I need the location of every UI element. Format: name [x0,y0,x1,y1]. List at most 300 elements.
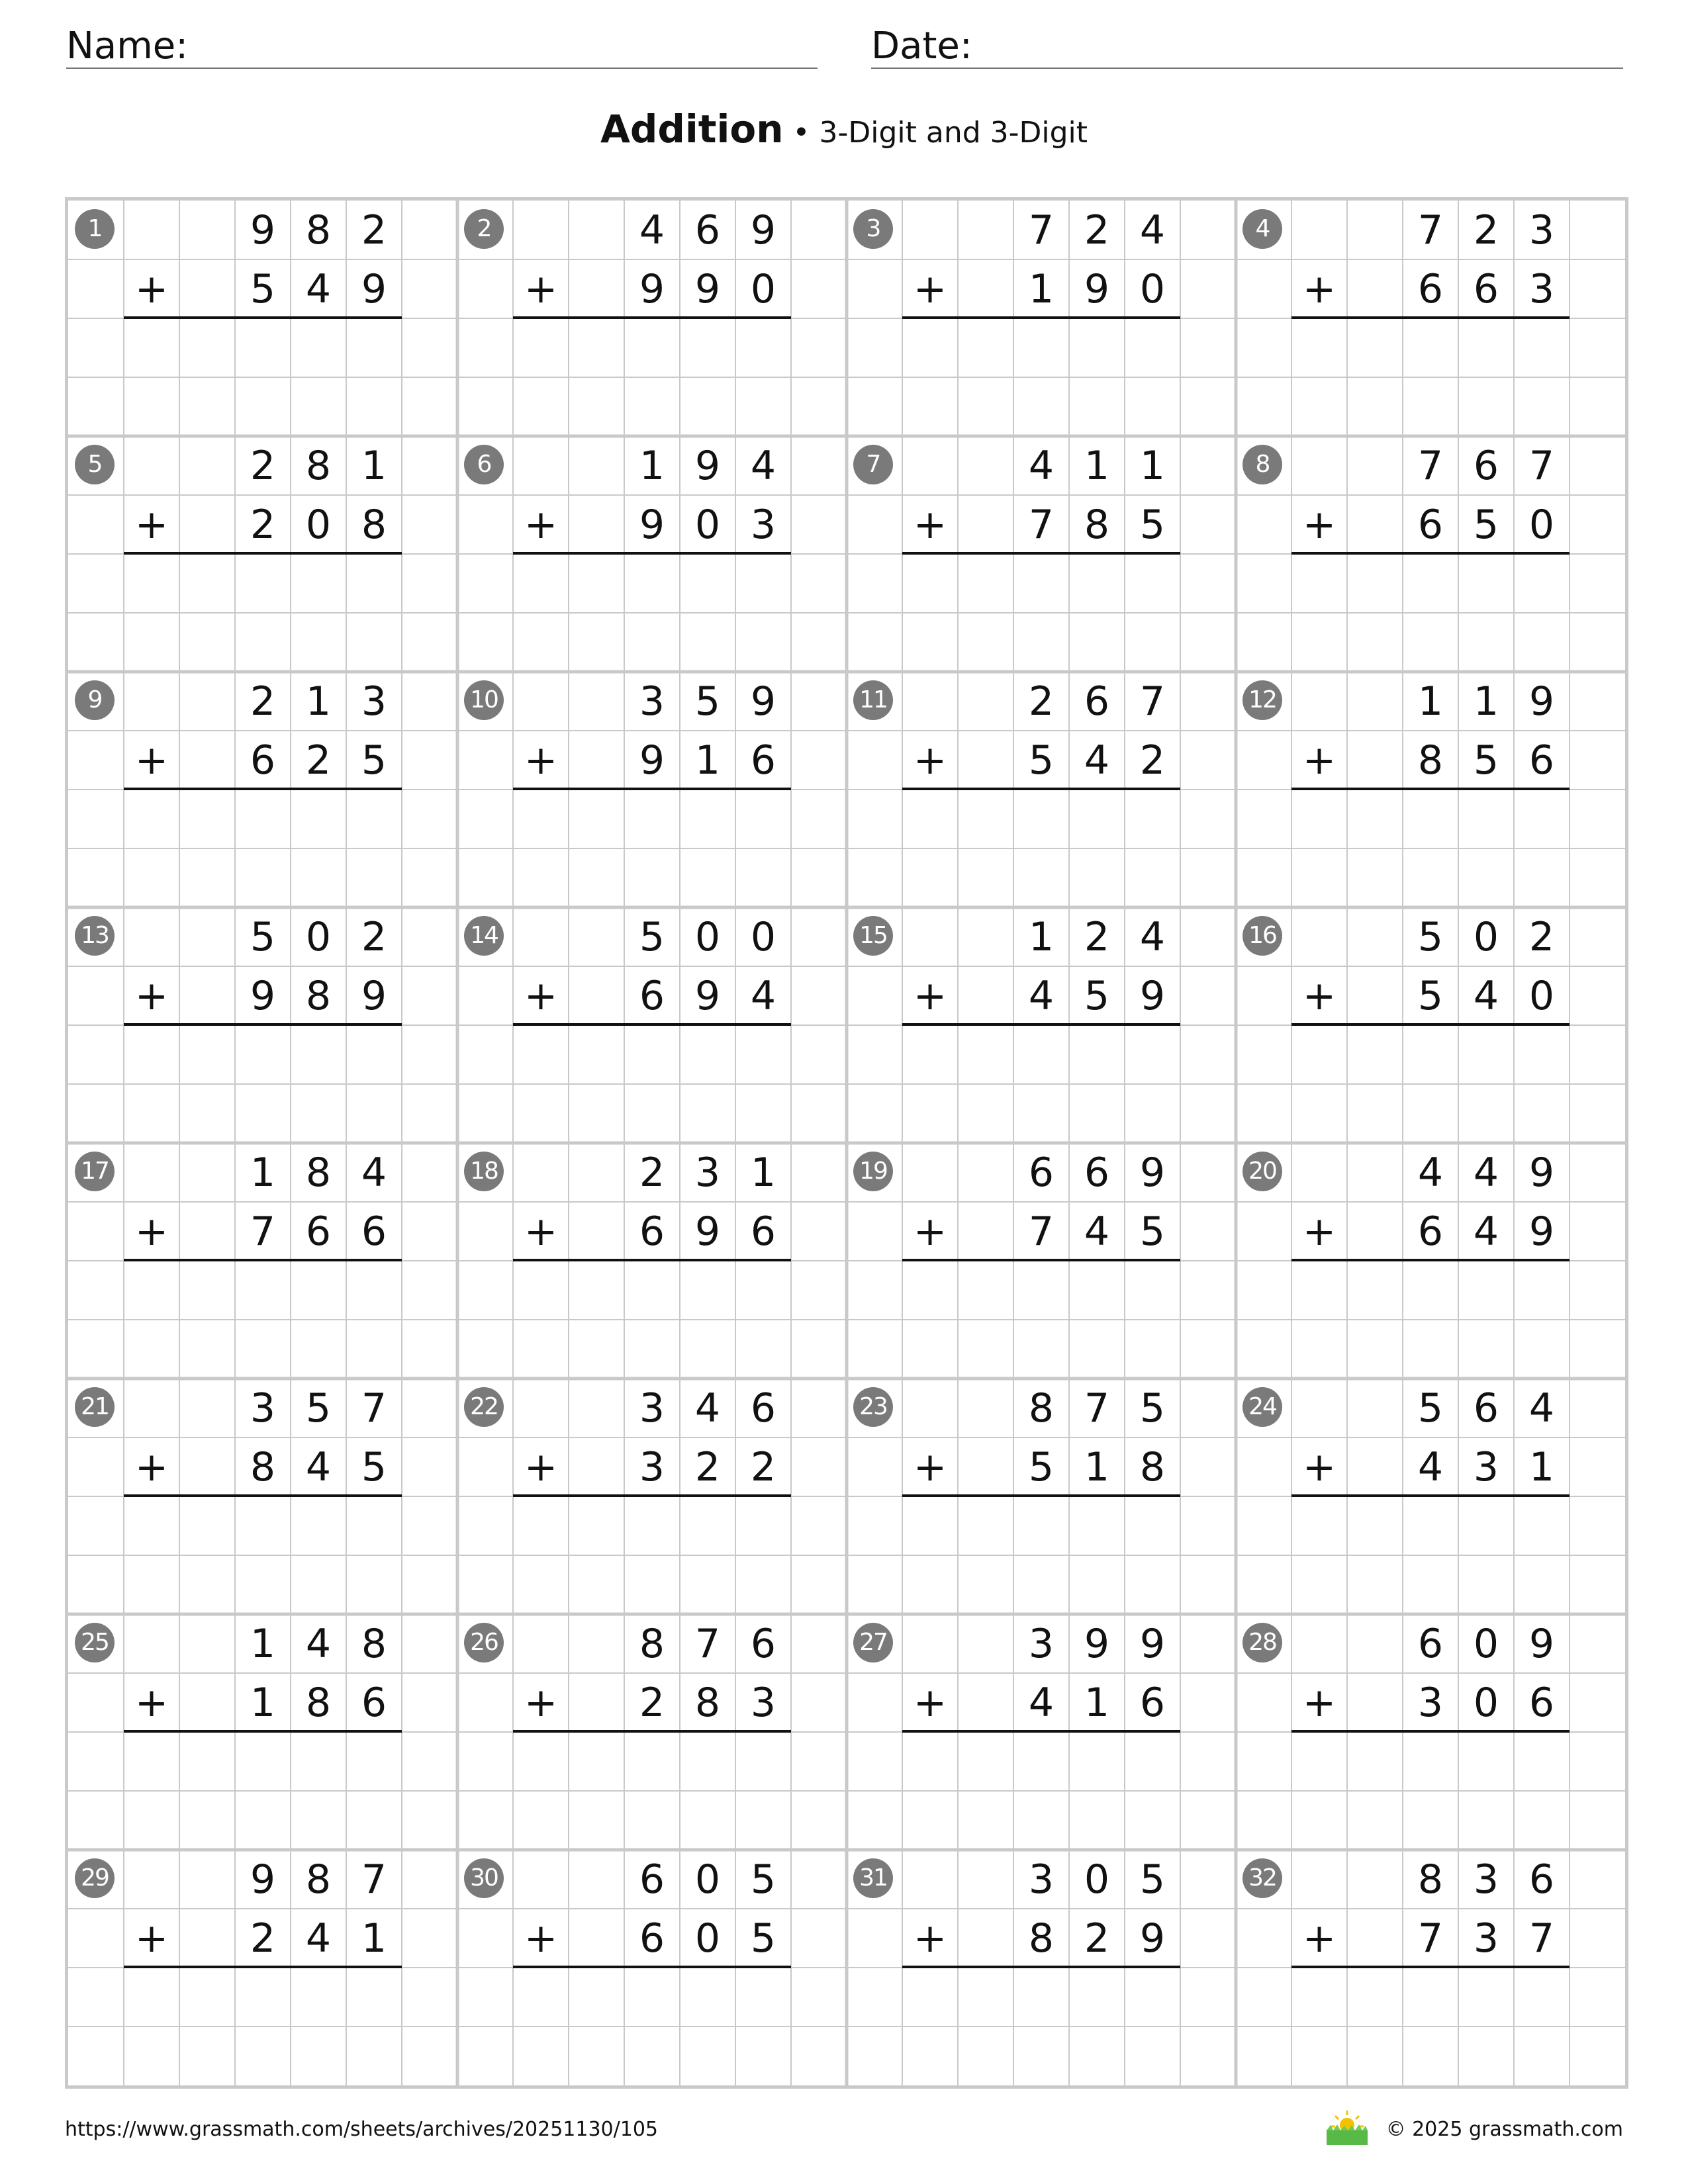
answer-digit-cell[interactable] [346,790,402,848]
answer-digit-cell[interactable] [680,1261,735,1320]
top-digit: 8 [1028,1385,1055,1432]
answer-digit-cell[interactable] [1013,1025,1069,1084]
plus-operator: + [1302,501,1336,548]
answer-digit-cell[interactable] [1403,554,1458,613]
answer-digit-cell[interactable] [346,1968,402,2026]
problem-number-badge: 4 [1243,209,1282,249]
plus-operator: + [134,1443,169,1490]
answer-digit-cell[interactable] [1458,1732,1514,1791]
bottom-digit: 6 [639,1208,665,1255]
bottom-digit: 5 [250,265,276,312]
answer-digit-cell[interactable] [735,554,791,613]
top-digit: 5 [250,913,276,960]
answer-digit-cell[interactable] [1514,1968,1570,2026]
plus-operator: + [524,737,558,784]
top-digit: 9 [1139,1149,1166,1196]
answer-digit-cell[interactable] [624,1496,680,1555]
problem-number-badge: 25 [75,1623,115,1662]
answer-digit-cell[interactable] [1013,1261,1069,1320]
answer-digit-cell[interactable] [1403,1732,1458,1791]
problem-number-badge: 21 [75,1387,115,1427]
bottom-digit: 9 [1139,1915,1166,1962]
bottom-digit: 3 [1473,1915,1499,1962]
top-digit: 6 [1028,1149,1055,1196]
plus-operator: + [1302,1443,1336,1490]
problem-block [1236,1614,1625,1850]
bottom-digit: 3 [1473,1443,1499,1490]
top-digit: 1 [1028,913,1055,960]
problem-number-badge: 12 [1243,680,1282,720]
answer-digit-cell[interactable] [235,1025,291,1084]
plus-operator: + [134,972,169,1019]
answer-digit-cell[interactable] [235,554,291,613]
bottom-digit: 9 [694,972,721,1019]
top-digit: 4 [1028,442,1055,489]
answer-digit-cell[interactable] [1458,1025,1514,1084]
top-digit: 1 [1417,678,1444,725]
problem-block [1236,672,1625,907]
answer-digit-cell[interactable] [1069,1732,1125,1791]
top-digit: 1 [1473,678,1499,725]
bottom-digit: 6 [1417,501,1444,548]
answer-digit-cell[interactable] [346,1496,402,1555]
plus-operator: + [1302,265,1336,312]
bottom-digit: 2 [694,1443,721,1490]
answer-digit-cell[interactable] [235,1496,291,1555]
plus-operator: + [913,1443,947,1490]
answer-digit-cell[interactable] [624,1261,680,1320]
worksheet-title [0,106,1688,156]
answer-digit-cell[interactable] [735,1025,791,1084]
plus-operator: + [1302,972,1336,1019]
bottom-digit: 5 [750,1915,776,1962]
answer-digit-cell[interactable] [735,1968,791,2026]
top-digit: 4 [361,1149,387,1196]
answer-digit-cell[interactable] [735,318,791,377]
problem-number-badge: 7 [853,445,893,484]
bottom-digit: 6 [639,972,665,1019]
top-digit: 1 [750,1149,776,1196]
plus-operator: + [524,1915,558,1962]
bottom-digit: 6 [1417,1208,1444,1255]
bottom-digit: 6 [750,737,776,784]
name-line[interactable] [66,68,818,69]
top-digit: 2 [1084,206,1110,253]
answer-digit-cell[interactable] [1125,1025,1180,1084]
answer-digit-cell[interactable] [235,1261,291,1320]
bottom-digit: 0 [750,265,776,312]
problem-block [457,436,847,672]
answer-digit-cell[interactable] [1403,1968,1458,2026]
problem-block [1236,1850,1625,2085]
answer-digit-cell[interactable] [1514,318,1570,377]
answer-digit-cell[interactable] [1403,1261,1458,1320]
top-digit: 5 [1417,913,1444,960]
problem-number-badge: 6 [464,445,504,484]
plus-operator: + [913,972,947,1019]
answer-digit-cell[interactable] [291,554,346,613]
top-digit: 2 [1028,678,1055,725]
answer-digit-cell[interactable] [291,1025,346,1084]
answer-digit-cell[interactable] [680,1732,735,1791]
answer-digit-cell[interactable] [346,318,402,377]
answer-digit-cell[interactable] [1013,554,1069,613]
bottom-digit: 5 [361,1443,387,1490]
name-label: Name: [66,24,189,68]
bottom-digit: 4 [305,1443,332,1490]
bottom-digit: 5 [1473,737,1499,784]
answer-digit-cell[interactable] [680,1496,735,1555]
top-digit: 9 [750,206,776,253]
bottom-digit: 8 [250,1443,276,1490]
problem-block [847,907,1236,1143]
bottom-digit: 9 [1528,1208,1555,1255]
bottom-digit: 8 [305,1679,332,1726]
top-digit: 0 [1473,913,1499,960]
bottom-digit: 9 [639,501,665,548]
bottom-digit: 6 [750,1208,776,1255]
bottom-digit: 2 [750,1443,776,1490]
problem-number-badge: 22 [464,1387,504,1427]
problem-number-badge: 32 [1243,1858,1282,1898]
top-digit: 8 [305,442,332,489]
answer-digit-cell[interactable] [235,1732,291,1791]
top-digit: 3 [1028,1856,1055,1903]
problem-number-badge: 31 [853,1858,893,1898]
problem-number-badge: 15 [853,916,893,956]
answer-digit-cell[interactable] [291,1968,346,2026]
plus-operator: + [524,1679,558,1726]
answer-digit-cell[interactable] [1403,318,1458,377]
problem-number-badge: 14 [464,916,504,956]
bottom-digit: 3 [1528,265,1555,312]
top-digit: 0 [1473,1620,1499,1667]
top-digit: 0 [1084,1856,1110,1903]
bottom-digit: 5 [1139,1208,1166,1255]
top-digit: 6 [1528,1856,1555,1903]
bottom-digit: 9 [694,265,721,312]
top-digit: 8 [305,206,332,253]
answer-digit-cell[interactable] [680,790,735,848]
bottom-digit: 9 [361,265,387,312]
bottom-digit: 1 [1084,1679,1110,1726]
answer-digit-cell[interactable] [1069,554,1125,613]
top-digit: 7 [1417,442,1444,489]
plus-operator: + [134,737,169,784]
answer-digit-cell[interactable] [1069,1968,1125,2026]
answer-digit-cell[interactable] [1069,1261,1125,1320]
answer-digit-cell[interactable] [1125,790,1180,848]
answer-digit-cell[interactable] [624,1025,680,1084]
answer-digit-cell[interactable] [1013,1496,1069,1555]
answer-digit-cell[interactable] [624,318,680,377]
top-digit: 6 [694,206,721,253]
bottom-digit: 1 [694,737,721,784]
top-digit: 4 [1417,1149,1444,1196]
top-digit: 8 [639,1620,665,1667]
top-digit: 1 [361,442,387,489]
top-digit: 2 [250,442,276,489]
top-digit: 9 [1084,1620,1110,1667]
answer-digit-cell[interactable] [1069,790,1125,848]
bottom-digit: 7 [1028,1208,1055,1255]
problem-block [68,1850,457,2085]
bottom-digit: 2 [1139,737,1166,784]
answer-digit-cell[interactable] [680,1025,735,1084]
top-digit: 5 [694,678,721,725]
bottom-digit: 4 [750,972,776,1019]
top-digit: 0 [750,913,776,960]
answer-digit-cell[interactable] [1125,318,1180,377]
answer-digit-cell[interactable] [291,790,346,848]
problem-number-badge: 28 [1243,1623,1282,1662]
answer-digit-cell[interactable] [1458,554,1514,613]
top-digit: 9 [1528,1149,1555,1196]
top-digit: 3 [639,1385,665,1432]
problem-block [1236,201,1625,436]
top-digit: 6 [750,1620,776,1667]
problem-block [847,1850,1236,2085]
answer-digit-cell[interactable] [624,1732,680,1791]
answer-digit-cell[interactable] [1125,1732,1180,1791]
answer-digit-cell[interactable] [346,1732,402,1791]
top-digit: 1 [250,1149,276,1196]
problem-number-badge: 18 [464,1152,504,1191]
problem-block [1236,436,1625,672]
answer-digit-cell[interactable] [346,554,402,613]
problem-number-badge: 29 [75,1858,115,1898]
bottom-digit: 5 [1417,972,1444,1019]
top-digit: 5 [305,1385,332,1432]
top-digit: 0 [694,913,721,960]
plus-operator: + [134,1208,169,1255]
answer-digit-cell[interactable] [1403,1496,1458,1555]
answer-digit-cell[interactable] [1458,790,1514,848]
answer-digit-cell[interactable] [346,1261,402,1320]
bottom-digit: 8 [1028,1915,1055,1962]
answer-digit-cell[interactable] [1069,1496,1125,1555]
answer-digit-cell[interactable] [1069,1025,1125,1084]
title-separator: • [792,116,810,150]
problem-block [68,436,457,672]
bottom-digit: 4 [1028,1679,1055,1726]
bottom-digit: 7 [1028,501,1055,548]
answer-digit-cell[interactable] [1458,1496,1514,1555]
answer-digit-cell[interactable] [1125,1968,1180,2026]
plus-operator: + [913,501,947,548]
answer-digit-cell[interactable] [1403,1025,1458,1084]
bottom-digit: 5 [1028,1443,1055,1490]
answer-digit-cell[interactable] [624,1968,680,2026]
top-digit: 9 [750,678,776,725]
top-digit: 4 [1473,1149,1499,1196]
problem-block [847,1143,1236,1379]
answer-digit-cell[interactable] [235,1968,291,2026]
bottom-digit: 9 [694,1208,721,1255]
bottom-digit: 2 [250,1915,276,1962]
top-digit: 6 [1084,678,1110,725]
answer-digit-cell[interactable] [1514,1496,1570,1555]
bottom-digit: 9 [1139,972,1166,1019]
top-digit: 1 [305,678,332,725]
plus-operator: + [134,1679,169,1726]
answer-digit-cell[interactable] [1514,554,1570,613]
footer-copyright: © 2025 grassmath.com [1385,2118,1623,2141]
top-digit: 2 [361,913,387,960]
answer-digit-cell[interactable] [1125,1261,1180,1320]
answer-digit-cell[interactable] [1514,1732,1570,1791]
answer-digit-cell[interactable] [291,1732,346,1791]
top-digit: 5 [639,913,665,960]
plus-operator: + [134,501,169,548]
problem-number-badge: 13 [75,916,115,956]
answer-digit-cell[interactable] [346,1025,402,1084]
bottom-digit: 2 [250,501,276,548]
top-digit: 9 [1528,1620,1555,1667]
problem-number-badge: 10 [464,680,504,720]
bottom-digit: 7 [1417,1915,1444,1962]
top-digit: 1 [639,442,665,489]
bottom-digit: 3 [639,1443,665,1490]
bottom-digit: 0 [694,1915,721,1962]
answer-digit-cell[interactable] [1458,318,1514,377]
problem-block [68,672,457,907]
answer-digit-cell[interactable] [735,790,791,848]
answer-digit-cell[interactable] [624,790,680,848]
answer-digit-cell[interactable] [1514,1261,1570,1320]
top-digit: 7 [1084,1385,1110,1432]
bottom-digit: 9 [639,265,665,312]
top-digit: 7 [361,1385,387,1432]
answer-digit-cell[interactable] [1013,1732,1069,1791]
bottom-digit: 6 [1473,265,1499,312]
bottom-digit: 8 [361,501,387,548]
problem-number-badge: 1 [75,209,115,249]
bottom-digit: 7 [250,1208,276,1255]
answer-digit-cell[interactable] [624,554,680,613]
problem-block [457,907,847,1143]
bottom-digit: 4 [1473,972,1499,1019]
top-digit: 4 [1528,1385,1555,1432]
top-digit: 8 [305,1856,332,1903]
top-digit: 2 [1084,913,1110,960]
date-line[interactable] [871,68,1623,69]
top-digit: 5 [1139,1385,1166,1432]
problem-number-badge: 16 [1243,916,1282,956]
bottom-digit: 5 [1473,501,1499,548]
answer-digit-cell[interactable] [235,318,291,377]
top-digit: 4 [305,1620,332,1667]
answer-digit-cell[interactable] [1125,554,1180,613]
problem-number-badge: 3 [853,209,893,249]
answer-digit-cell[interactable] [680,1968,735,2026]
bottom-digit: 0 [694,501,721,548]
top-digit: 2 [1528,913,1555,960]
bottom-digit: 8 [694,1679,721,1726]
answer-digit-cell[interactable] [1403,790,1458,848]
plus-operator: + [1302,1915,1336,1962]
bottom-digit: 6 [361,1208,387,1255]
answer-digit-cell[interactable] [1458,1968,1514,2026]
bottom-digit: 9 [250,972,276,1019]
answer-digit-cell[interactable] [291,318,346,377]
top-digit: 6 [750,1385,776,1432]
bottom-digit: 8 [1084,501,1110,548]
answer-digit-cell[interactable] [735,1496,791,1555]
bottom-digit: 4 [1084,1208,1110,1255]
problem-number-badge: 9 [75,680,115,720]
bottom-digit: 6 [1528,737,1555,784]
answer-digit-cell[interactable] [680,554,735,613]
answer-digit-cell[interactable] [1125,1496,1180,1555]
top-digit: 2 [1473,206,1499,253]
top-digit: 7 [1417,206,1444,253]
answer-digit-cell[interactable] [235,790,291,848]
bottom-digit: 4 [1028,972,1055,1019]
top-digit: 7 [1139,678,1166,725]
problem-block [847,201,1236,436]
top-digit: 6 [1084,1149,1110,1196]
bottom-digit: 9 [1084,265,1110,312]
answer-digit-cell[interactable] [1458,1261,1514,1320]
problem-block [1236,1143,1625,1379]
bottom-digit: 4 [1417,1443,1444,1490]
top-digit: 5 [1139,1856,1166,1903]
problem-number-badge: 19 [853,1152,893,1191]
top-digit: 3 [361,678,387,725]
bottom-digit: 6 [250,737,276,784]
answer-digit-cell[interactable] [1013,318,1069,377]
bottom-digit: 1 [1028,265,1055,312]
bottom-digit: 2 [639,1679,665,1726]
answer-digit-cell[interactable] [1514,1025,1570,1084]
problem-number-badge: 5 [75,445,115,484]
top-digit: 3 [1028,1620,1055,1667]
top-digit: 5 [1417,1385,1444,1432]
plus-operator: + [524,265,558,312]
top-digit: 6 [1473,442,1499,489]
plus-operator: + [1302,1208,1336,1255]
top-digit: 7 [1028,206,1055,253]
problem-block [457,201,847,436]
problem-number-badge: 24 [1243,1387,1282,1427]
bottom-digit: 9 [361,972,387,1019]
bottom-digit: 1 [1528,1443,1555,1490]
answer-digit-cell[interactable] [291,1261,346,1320]
plus-operator: + [524,1443,558,1490]
answer-digit-cell[interactable] [680,318,735,377]
top-digit: 7 [1528,442,1555,489]
bottom-digit: 6 [305,1208,332,1255]
answer-digit-cell[interactable] [1069,318,1125,377]
top-digit: 8 [305,1149,332,1196]
problem-block [847,672,1236,907]
answer-digit-cell[interactable] [735,1732,791,1791]
problem-block [457,1614,847,1850]
answer-digit-cell[interactable] [1013,790,1069,848]
top-digit: 7 [361,1856,387,1903]
title-main: Addition [600,107,784,152]
problem-block [68,201,457,436]
answer-digit-cell[interactable] [1013,1968,1069,2026]
answer-digit-cell[interactable] [735,1261,791,1320]
answer-digit-cell[interactable] [1514,790,1570,848]
bottom-digit: 6 [361,1679,387,1726]
problem-block [68,1379,457,1614]
bottom-digit: 3 [1417,1679,1444,1726]
top-digit: 6 [1473,1385,1499,1432]
answer-digit-cell[interactable] [291,1496,346,1555]
